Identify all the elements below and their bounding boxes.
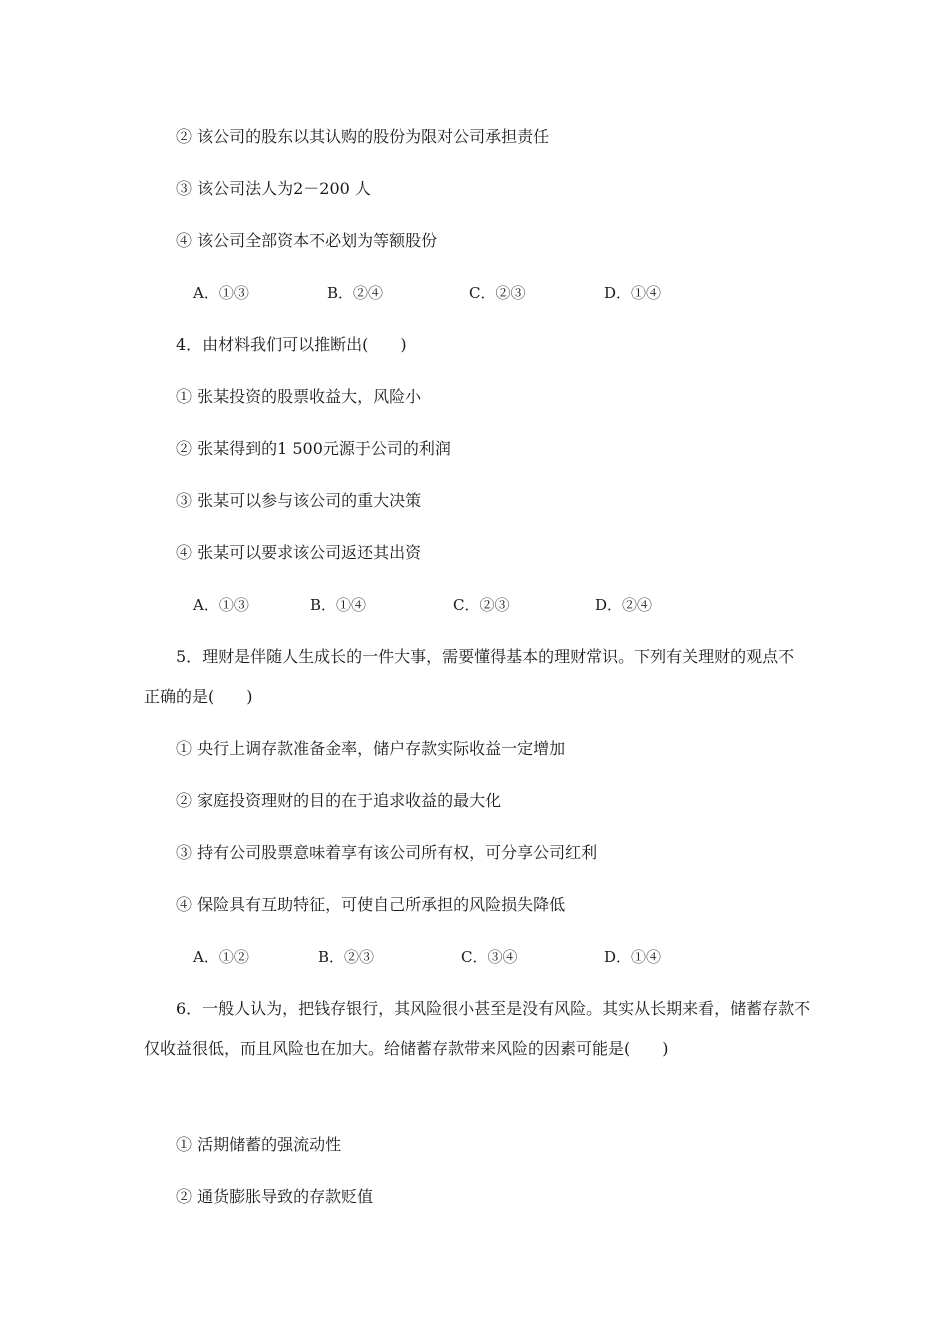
q4-item-4: ④ 张某可以要求该公司返还其出资 <box>176 543 422 562</box>
q4-option-c: C．②③ <box>453 596 510 614</box>
q3-options <box>193 282 753 304</box>
q6-item-2: ② 通货膨胀导致的存款贬值 <box>176 1187 374 1206</box>
q4-item-2: ② 张某得到的1 500元源于公司的利润 <box>176 439 451 458</box>
q6-item-1: ① 活期储蓄的强流动性 <box>176 1135 342 1154</box>
q5-option-b: B．②③ <box>318 948 375 966</box>
q3-option-c: C．②③ <box>469 284 526 302</box>
q5-option-c: C．③④ <box>461 948 518 966</box>
q5-item-3: ③ 持有公司股票意味着享有该公司所有权，可分享公司红利 <box>176 843 598 862</box>
q4-item-1: ① 张某投资的股票收益大，风险小 <box>176 387 422 406</box>
q3-option-a: A．①③ <box>193 284 249 302</box>
q4-option-a: A．①③ <box>193 596 249 614</box>
q3-option-d: D．①④ <box>604 284 662 302</box>
q4-option-b: B．①④ <box>310 596 367 614</box>
q4-options <box>193 594 753 616</box>
q4-stem: 4．由材料我们可以推断出( ) <box>176 335 407 354</box>
q3-option-b: B．②④ <box>327 284 384 302</box>
q4-option-d: D．②④ <box>595 596 653 614</box>
q6-stem-line2: 仅收益很低，而且风险也在加大。给储蓄存款带来风险的因素可能是( ) <box>144 1039 669 1058</box>
q3-item-4: ④ 该公司全部资本不必划为等额股份 <box>176 231 438 250</box>
q4-item-3: ③ 张某可以参与该公司的重大决策 <box>176 491 422 510</box>
q5-item-2: ② 家庭投资理财的目的在于追求收益的最大化 <box>176 791 502 810</box>
q5-option-d: D．①④ <box>604 948 662 966</box>
q5-stem-line1: 5．理财是伴随人生成长的一件大事，需要懂得基本的理财常识。下列有关理财的观点不 <box>176 647 795 666</box>
q5-options <box>193 946 753 968</box>
q6-stem-line1: 6．一般人认为，把钱存银行，其风险很小甚至是没有风险。其实从长期来看，储蓄存款不 <box>176 999 811 1018</box>
q3-item-2: ② 该公司的股东以其认购的股份为限对公司承担责任 <box>176 127 550 146</box>
q5-stem-line2: 正确的是( ) <box>144 687 253 706</box>
q5-option-a: A．①② <box>193 948 249 966</box>
q3-item-3: ③ 该公司法人为2－200 人 <box>176 179 371 198</box>
q5-item-4: ④ 保险具有互助特征，可使自己所承担的风险损失降低 <box>176 895 566 914</box>
q5-item-1: ① 央行上调存款准备金率，储户存款实际收益一定增加 <box>176 739 566 758</box>
